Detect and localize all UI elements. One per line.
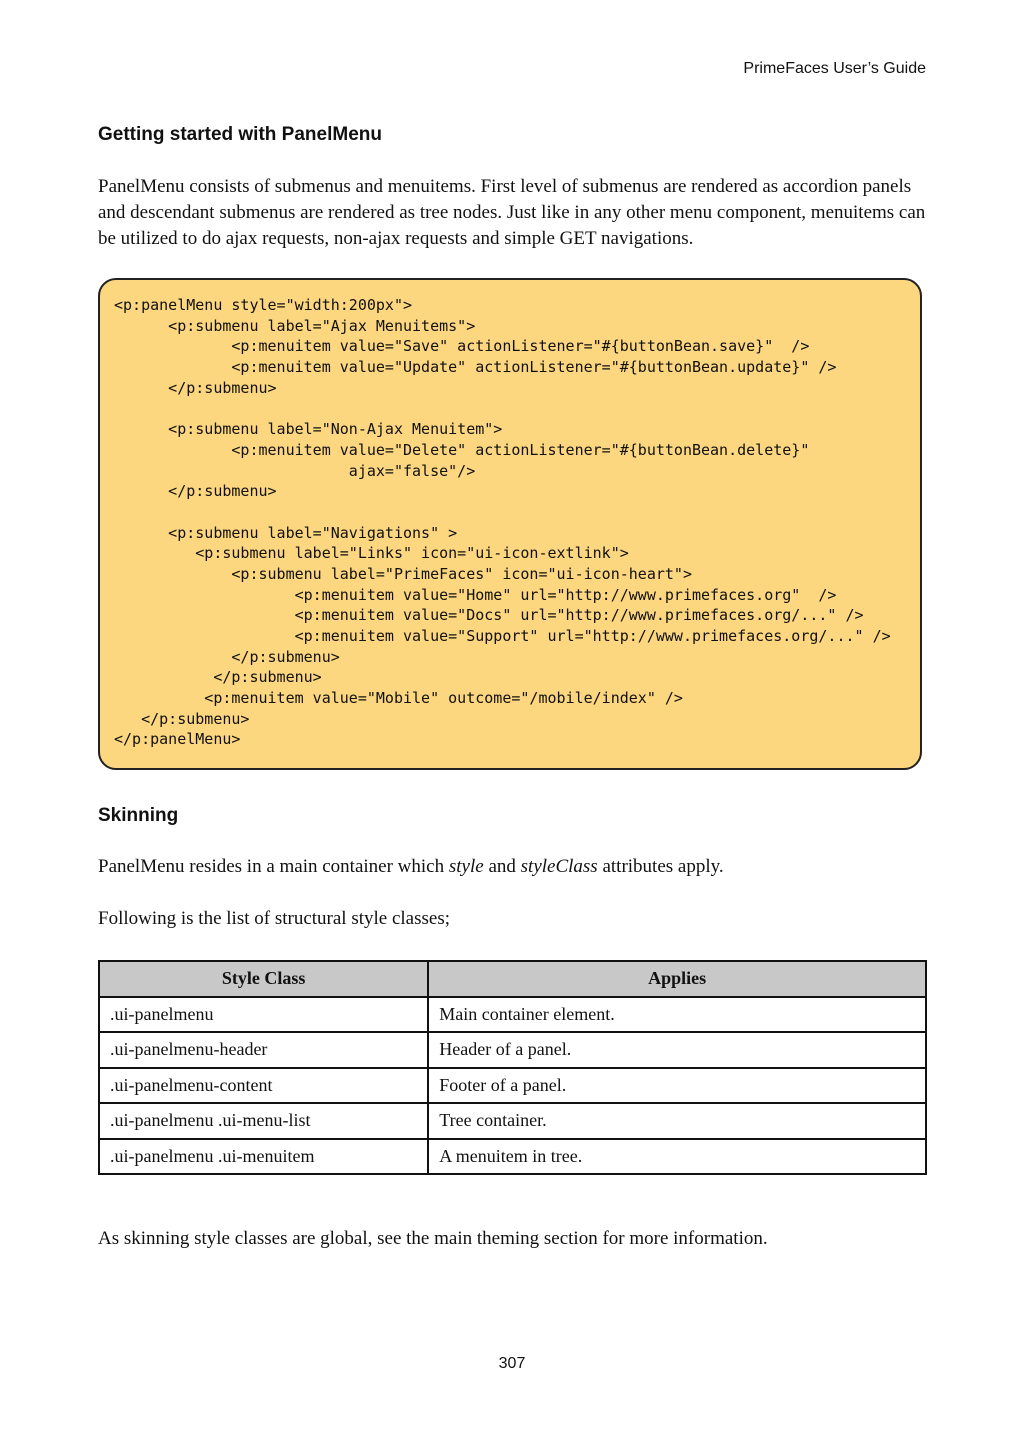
- table-cell-applies: Main container element.: [428, 997, 926, 1033]
- section-heading-getting-started: Getting started with PanelMenu: [98, 124, 382, 145]
- code-line: </p:panelMenu>: [114, 730, 241, 749]
- section-heading-skinning: Skinning: [98, 805, 179, 826]
- table-cell-style-class: .ui-panelmenu-header: [99, 1032, 428, 1068]
- running-header: PrimeFaces User’s Guide: [743, 60, 926, 77]
- code-line: </p:submenu>: [114, 378, 277, 397]
- table-cell-applies: Tree container.: [428, 1103, 926, 1139]
- table-row: [99, 997, 926, 1033]
- table-cell-style-class: .ui-panelmenu-content: [99, 1068, 428, 1104]
- skinning-text-before: PanelMenu resides in a main container which: [98, 856, 449, 877]
- table-cell-style-class: .ui-panelmenu: [99, 997, 428, 1033]
- closing-paragraph: As skinning style classes are global, see the main theming section for more information.: [98, 1228, 768, 1249]
- code-line: <p:submenu label="Links" icon="ui-icon-extlink">: [114, 544, 629, 563]
- code-line: <p:menuitem value="Support" url="http://www.primefaces.org/..." />: [114, 627, 891, 645]
- table-cell-applies: Footer of a panel.: [428, 1068, 926, 1104]
- table-row: [99, 1068, 926, 1104]
- table-cell-applies: Header of a panel.: [428, 1032, 926, 1068]
- list-intro-paragraph: Following is the list of structural style classes;: [98, 908, 450, 929]
- code-line: <p:panelMenu style="width:200px">: [114, 296, 413, 314]
- page-number: 307: [498, 1355, 526, 1372]
- code-line: <p:menuitem value="Home" url="http://www.primefaces.org" />: [114, 585, 837, 604]
- column-header-applies: Applies: [428, 961, 926, 997]
- table-row: [99, 1139, 926, 1175]
- code-line: <p:menuitem value="Save" actionListener="#{buttonBean.save}" />: [114, 337, 810, 356]
- table-cell-style-class: .ui-panelmenu .ui-menu-list: [99, 1103, 428, 1139]
- code-line: [114, 502, 891, 523]
- code-line: </p:submenu>: [114, 647, 340, 666]
- code-line: <p:menuitem value="Mobile" outcome="/mobile/index" />: [114, 689, 683, 708]
- table-row: [99, 1032, 926, 1068]
- code-example-box: [98, 278, 922, 770]
- table-row: [99, 1103, 926, 1139]
- intro-paragraph: PanelMenu consists of submenus and menuitems. First level of submenus are rendered as accordion panels and descendant submenus are rendered as tree nodes. Just like in any other menu component, menuitems can be utilized to do ajax requests, non-ajax requests and simple GET navigations.: [98, 176, 926, 249]
- skinning-paragraph: [98, 854, 928, 880]
- code-line: </p:submenu>: [114, 668, 322, 687]
- table-cell-applies: A menuitem in tree.: [428, 1139, 926, 1175]
- code-line: <p:menuitem value="Docs" url="http://www.primefaces.org/..." />: [114, 606, 864, 625]
- styleclass-attribute-name: styleClass: [520, 856, 598, 877]
- skinning-text-after: attributes apply.: [597, 856, 724, 877]
- code-line: <p:submenu label="PrimeFaces" icon="ui-icon-heart">: [114, 564, 692, 583]
- code-line: [114, 398, 891, 419]
- table-header-row: [99, 961, 926, 997]
- code-line: </p:submenu>: [114, 482, 277, 501]
- code-line: </p:submenu>: [114, 709, 250, 728]
- code-line: <p:submenu label="Non-Ajax Menuitem">: [114, 420, 503, 439]
- table-cell-style-class: .ui-panelmenu .ui-menuitem: [99, 1139, 428, 1175]
- code-listing: [114, 295, 891, 750]
- code-line: <p:submenu label="Ajax Menuitems">: [114, 316, 476, 335]
- code-line: <p:menuitem value="Delete" actionListener="#{buttonBean.delete}": [114, 440, 810, 459]
- style-attribute-name: style: [448, 856, 484, 877]
- code-line: <p:menuitem value="Update" actionListener="#{buttonBean.update}" />: [114, 358, 837, 377]
- skinning-text-and: and: [483, 856, 521, 877]
- column-header-style-class: Style Class: [99, 961, 428, 997]
- code-line: <p:submenu label="Navigations" >: [114, 523, 458, 542]
- style-class-table: [98, 960, 927, 1175]
- code-line: ajax="false"/>: [114, 461, 476, 480]
